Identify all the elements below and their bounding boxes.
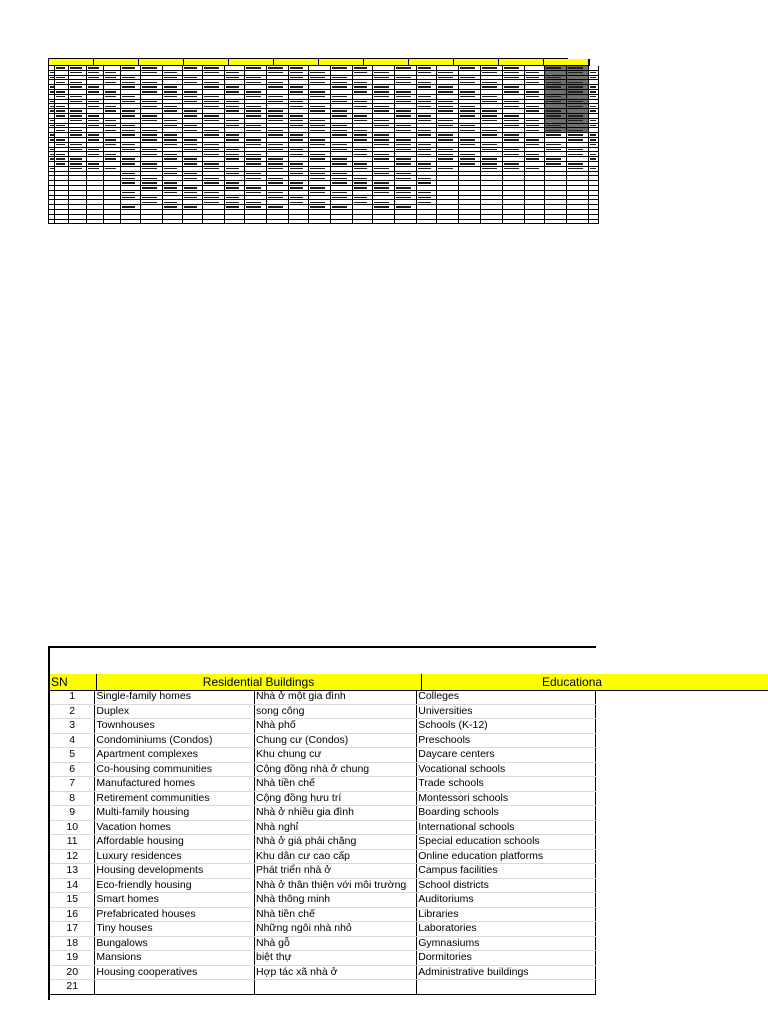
- residential-english-cell: Co-housing communities: [95, 762, 255, 777]
- residential-vietnamese-cell: Nhà nghỉ: [255, 820, 417, 835]
- overview-cell: [395, 220, 417, 225]
- table-row: [50, 980, 596, 995]
- residential-english-cell: Manufactured homes: [95, 777, 255, 792]
- table-row: [50, 922, 596, 937]
- overview-cell: [55, 220, 69, 225]
- overview-cell: [104, 220, 121, 225]
- overview-cell: [203, 220, 225, 225]
- overview-cell: [331, 220, 353, 225]
- table-row: [50, 835, 596, 850]
- residential-english-cell: Single-family homes: [95, 690, 255, 704]
- table-row: [50, 849, 596, 864]
- overview-cell: [481, 220, 503, 225]
- overview-sheet-thumbnail: [48, 52, 590, 224]
- residential-vietnamese-cell: [255, 980, 417, 995]
- educational-cell: Trade schools: [417, 777, 596, 792]
- educational-cell: Preschools: [417, 733, 596, 748]
- educational-cell: Colleges: [417, 690, 596, 704]
- educational-cell: Montessori schools: [417, 791, 596, 806]
- row-number-cell: 20: [50, 965, 95, 980]
- table-row: [50, 791, 596, 806]
- row-number-cell: 8: [50, 791, 95, 806]
- residential-vietnamese-cell: Cộng đồng hưu trí: [255, 791, 417, 806]
- residential-vietnamese-cell: Khu chung cư: [255, 748, 417, 763]
- overview-cell: [525, 220, 545, 225]
- residential-english-cell: Affordable housing: [95, 835, 255, 850]
- column-header-residential: Residential Buildings: [96, 674, 422, 690]
- educational-cell: Vocational schools: [417, 762, 596, 777]
- educational-cell: Gymnasiums: [417, 936, 596, 951]
- educational-cell: School districts: [417, 878, 596, 893]
- row-number-cell: 13: [50, 864, 95, 879]
- residential-vietnamese-cell: Phát triển nhà ở: [255, 864, 417, 879]
- residential-vietnamese-cell: Nhà ở nhiều gia đình: [255, 806, 417, 821]
- overview-cell: [459, 220, 481, 225]
- overview-cell: [503, 220, 525, 225]
- educational-cell: Online education platforms: [417, 849, 596, 864]
- residential-english-cell: Eco-friendly housing: [95, 878, 255, 893]
- overview-cell: [87, 220, 104, 225]
- row-number-cell: 17: [50, 922, 95, 937]
- residential-vietnamese-cell: Cộng đồng nhà ở chung: [255, 762, 417, 777]
- residential-vietnamese-cell: Hợp tác xã nhà ở: [255, 965, 417, 980]
- overview-cell: [121, 220, 141, 225]
- table-row: [50, 936, 596, 951]
- row-number-cell: 4: [50, 733, 95, 748]
- row-number-cell: 19: [50, 951, 95, 966]
- column-header-educational: Educationa: [542, 675, 603, 689]
- residential-vietnamese-cell: Nhà thông minh: [255, 893, 417, 908]
- overview-cell: [545, 220, 567, 225]
- overview-cell: [289, 220, 309, 225]
- overview-grid: [48, 66, 590, 224]
- residential-vietnamese-cell: Nhà gỗ: [255, 936, 417, 951]
- residential-vietnamese-cell: Khu dân cư cao cấp: [255, 849, 417, 864]
- overview-title-bar: [48, 52, 568, 59]
- residential-english-cell: Apartment complexes: [95, 748, 255, 763]
- table-row: [50, 907, 596, 922]
- residential-vietnamese-cell: Những ngôi nhà nhỏ: [255, 922, 417, 937]
- educational-cell: Daycare centers: [417, 748, 596, 763]
- residential-vietnamese-cell: Chung cư (Condos): [255, 733, 417, 748]
- row-number-cell: 2: [50, 704, 95, 719]
- educational-cell: Libraries: [417, 907, 596, 922]
- row-number-cell: 14: [50, 878, 95, 893]
- row-number-cell: 16: [50, 907, 95, 922]
- educational-cell: International schools: [417, 820, 596, 835]
- residential-english-cell: Townhouses: [95, 719, 255, 734]
- row-number-cell: 1: [50, 690, 95, 704]
- educational-cell: Dormitories: [417, 951, 596, 966]
- overview-header-band: [48, 59, 590, 66]
- overview-cell: [141, 220, 163, 225]
- residential-english-cell: Housing cooperatives: [95, 965, 255, 980]
- overview-cell: [567, 220, 589, 225]
- table-row: [50, 719, 596, 734]
- residential-english-cell: Smart homes: [95, 893, 255, 908]
- row-number-cell: 9: [50, 806, 95, 821]
- row-number-cell: 5: [50, 748, 95, 763]
- residential-vietnamese-cell: song công: [255, 704, 417, 719]
- residential-vietnamese-cell: Nhà ở một gia đình: [255, 690, 417, 704]
- residential-english-cell: Luxury residences: [95, 849, 255, 864]
- table-row: [50, 704, 596, 719]
- table-row: [50, 965, 596, 980]
- table-row: [50, 777, 596, 792]
- residential-english-cell: [95, 980, 255, 995]
- table-row: [50, 733, 596, 748]
- overview-cell: [225, 220, 245, 225]
- spreadsheet-page: [48, 646, 603, 1000]
- residential-english-cell: Vacation homes: [95, 820, 255, 835]
- residential-english-cell: Multi-family housing: [95, 806, 255, 821]
- building-types-table: [50, 690, 596, 995]
- educational-cell: Boarding schools: [417, 806, 596, 821]
- row-number-cell: 12: [50, 849, 95, 864]
- residential-vietnamese-cell: Nhà ở giá phải chăng: [255, 835, 417, 850]
- table-row: [50, 893, 596, 908]
- residential-english-cell: Mansions: [95, 951, 255, 966]
- table-viewport: [50, 690, 596, 1000]
- row-number-cell: 3: [50, 719, 95, 734]
- overview-cell: [373, 220, 395, 225]
- row-number-cell: 21: [50, 980, 95, 995]
- educational-cell: Administrative buildings: [417, 965, 596, 980]
- residential-vietnamese-cell: Nhà tiền chế: [255, 907, 417, 922]
- educational-cell: [417, 980, 596, 995]
- residential-english-cell: Housing developments: [95, 864, 255, 879]
- overview-cell: [353, 220, 373, 225]
- educational-cell: Auditoriums: [417, 893, 596, 908]
- header-row: [50, 674, 768, 691]
- residential-english-cell: Bungalows: [95, 936, 255, 951]
- row-number-cell: 7: [50, 777, 95, 792]
- table-row: [50, 951, 596, 966]
- residential-vietnamese-cell: Nhà tiền chế: [255, 777, 417, 792]
- educational-cell: Universities: [417, 704, 596, 719]
- overview-cell: [437, 220, 459, 225]
- residential-vietnamese-cell: Nhà ở thân thiện với môi trường: [255, 878, 417, 893]
- residential-english-cell: Duplex: [95, 704, 255, 719]
- table-row: [50, 820, 596, 835]
- overview-cell: [183, 220, 203, 225]
- table-row: [50, 690, 596, 704]
- table-row: [50, 762, 596, 777]
- row-number-cell: 6: [50, 762, 95, 777]
- table-row: [50, 748, 596, 763]
- row-number-cell: 10: [50, 820, 95, 835]
- residential-english-cell: Tiny houses: [95, 922, 255, 937]
- table-row: [50, 864, 596, 879]
- educational-cell: Schools (K-12): [417, 719, 596, 734]
- overview-cell: [417, 220, 437, 225]
- educational-cell: Laboratories: [417, 922, 596, 937]
- educational-cell: Special education schools: [417, 835, 596, 850]
- row-number-cell: 15: [50, 893, 95, 908]
- overview-cell: [163, 220, 183, 225]
- overview-cell: [245, 220, 267, 225]
- overview-cell: [589, 220, 599, 225]
- row-number-cell: 11: [50, 835, 95, 850]
- residential-english-cell: Prefabricated houses: [95, 907, 255, 922]
- overview-cell: [267, 220, 289, 225]
- residential-english-cell: Condominiums (Condos): [95, 733, 255, 748]
- table-row: [50, 878, 596, 893]
- residential-vietnamese-cell: biệt thự: [255, 951, 417, 966]
- residential-vietnamese-cell: Nhà phố: [255, 719, 417, 734]
- row-number-cell: 18: [50, 936, 95, 951]
- overview-cell: [69, 220, 87, 225]
- residential-english-cell: Retirement communities: [95, 791, 255, 806]
- column-header-sn: SN: [50, 674, 97, 690]
- overview-cell: [309, 220, 331, 225]
- educational-cell: Campus facilities: [417, 864, 596, 879]
- table-row: [50, 806, 596, 821]
